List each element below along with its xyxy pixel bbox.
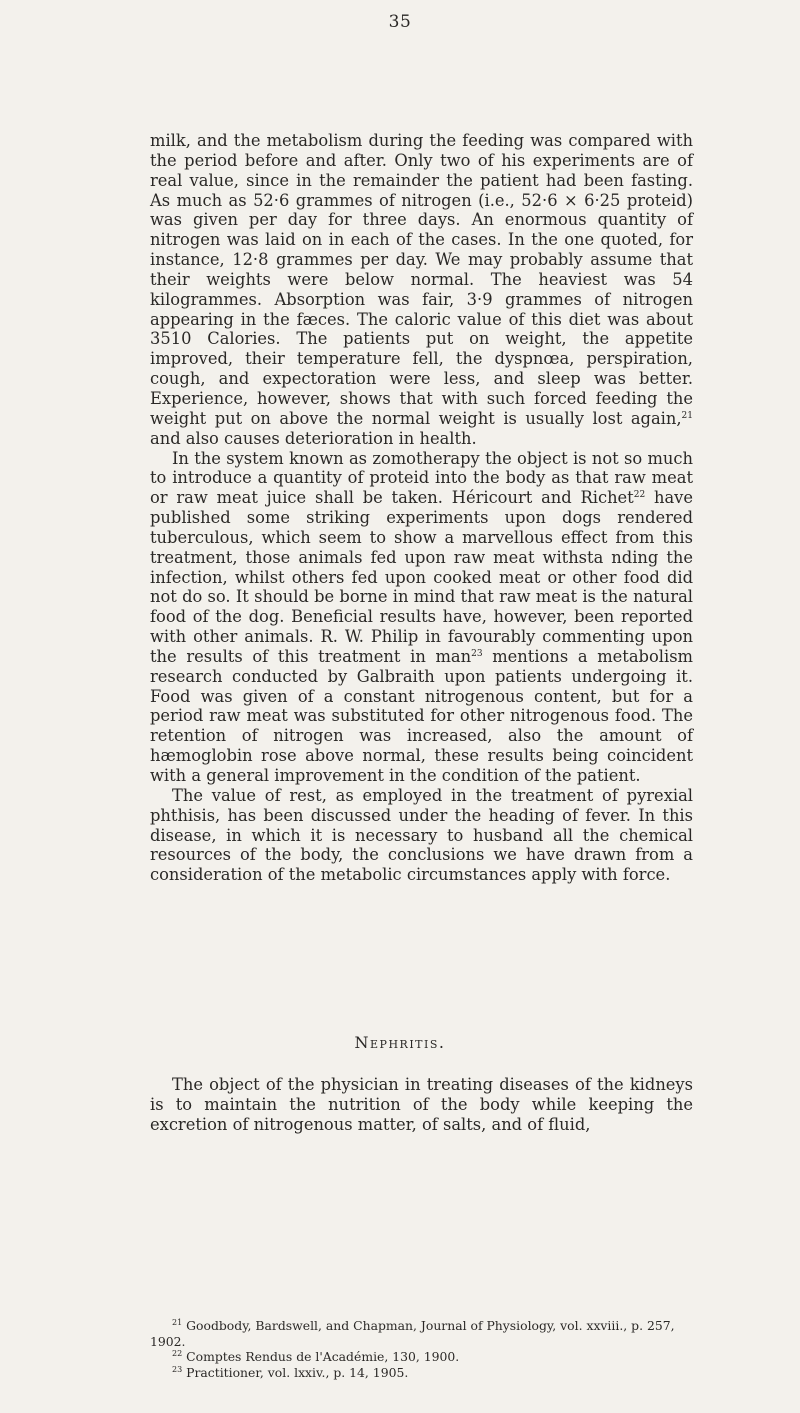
footnote-ref: 23 — [471, 648, 483, 659]
footnotes — [150, 1318, 698, 1380]
footnote: $^{21}$ Goodbody, Bardswell, and Chapman, Journal of Physiology, vol. xxviii., p. 257, 1902. — [150, 1318, 675, 1349]
footnote-ref: 21 — [681, 410, 693, 421]
paragraph: In the system known as zomotherapy the object is not so much to introduce a quantity of proteid into the body as that raw meat or raw meat juice shall be taken. Héricourt and Richet$^{22}$ have published some striking experiments upon dogs rendered tuberculous, which seem to show a marvellous effect from this treatment, those animals fed upon raw meat withsta nding the infection, whilst others fed upon cooked meat or other food did not do so. It should be borne in mind that raw meat is the natural food of the dog. Beneficial results have, however, been reported with other animals. R. W. Philip in favourably commenting upon the results of this treatment in man$^{23}$ mentions a metabolism research conducted by Galbraith upon patients undergoing it. Food was given of a constant nitrogenous content, but for a period raw meat was substituted for other nitrogenous food. The retention of nitrogen was increased, also the amount of hæmoglobin rose above normal, these results being coincident with a general improvement in the condition of the patient. — [150, 448, 693, 785]
page-number: 35 — [388, 12, 412, 32]
paragraph: The object of the physician in treating diseases of the kidneys is to maintain the nutrition of the body while keeping the excretion of nitrogenous matter, of salts, and of fluid, — [150, 1075, 693, 1134]
body-text — [150, 1075, 693, 1135]
paragraph: The value of rest, as employed in the treatment of pyrexial phthisis, has been discussed under the heading of fever. In this disease, in which it is necessary to husband all the chemical resources of the body, the conclusions we have drawn from a consideration of the metabolic circumstances apply with force. — [150, 785, 693, 885]
paragraph: milk, and the metabolism during the feeding was compared with the period before and after. Only two of his experiments are of real value, since in the remainder the patient had been fasting. As much as 52·6 grammes of nitrogen (i.e., 52·6 × 6·25 proteid) was given per day for three days. An enormous quantity of nitrogen was laid on in each of the cases. In the one quoted, for instance, 12·8 grammes per day. We may probably assume that their weights were below normal. The heaviest was 54 kilogrammes. Absorption was fair, 3·9 grammes of nitrogen appearing in the fæces. The caloric value of this diet was about 3510 Calories. The patients put on weight, the appetite improved, their temperature fell, the dyspnœa, perspiration, cough, and expectoration were less, and sleep was better. Experience, however, shows that with such forced feeding the weight put on above the normal weight is usually lost again,$^{21}$ and also causes deterioration in health. — [150, 131, 693, 448]
footnote: $^{23}$ Practitioner, vol. lxxiv., p. 14, 1905. — [172, 1364, 409, 1380]
footnote: $^{22}$ Comptes Rendus de l'Académie, 130, 1900. — [172, 1349, 460, 1364]
footnote-ref: 22 — [633, 490, 646, 501]
section-heading: Nephritis. — [354, 1033, 446, 1052]
body-text — [150, 131, 693, 885]
